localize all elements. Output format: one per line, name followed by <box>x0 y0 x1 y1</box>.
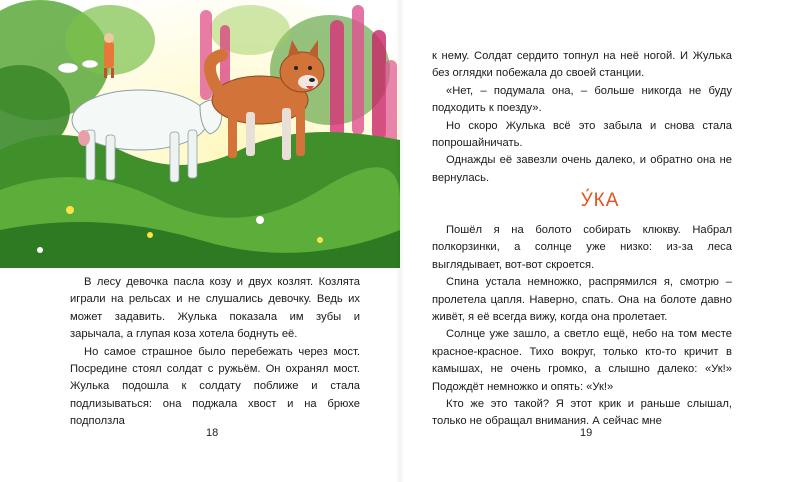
paragraph: В лесу девочка пасла козу и двух козлят. Козлята играли на рельсах и не слушались девочку. Ведь их может задавить. Жулька показала им зубы и зарычала, а глупая коза хотела боднуть её. <box>70 276 360 341</box>
left-page-text <box>70 274 360 431</box>
paragraph: Но скоро Жулька всё это забыла и снова стала попрошайничать. <box>432 119 732 150</box>
paragraph: Спина устала немножко, распрямился я, смотрю – пролетела цапля. Наверно, спать. Она на болоте давно живёт, я её всегда вижу, когда она пролетает. <box>432 276 732 324</box>
paragraph: Но самое страшное было перебежать через мост. Посредине стоял солдат с ружьём. Он охранял мост. Жулька подошла к солдату поближе и стала подлизываться: она поджала хвост и на брюхе подползла <box>70 345 360 428</box>
illustration-goat-and-dog <box>0 0 400 268</box>
right-page-text-top <box>432 48 732 187</box>
page-number-left: 18 <box>206 427 219 439</box>
page-number-right: 19 <box>580 427 593 439</box>
right-page-text-bottom <box>432 222 732 431</box>
paragraph: Пошёл я на болото собирать клюкву. Набрал полкорзинки, а солнце уже низко: из-за леса выглядывает, вот-вот скроется. <box>432 224 732 271</box>
paragraph: Солнце уже зашло, а светло ещё, небо на том месте красное-красное. Тихо вокруг, только кто-то кричит в камышах, не очень громко, а слышно далеко: «Ук!» Подождёт немножко и опять: «Ук!» <box>432 328 732 393</box>
paragraph: Кто же это такой? Я этот крик и раньше слышал, только не обращал внимания. А сейчас мне <box>432 398 732 428</box>
paragraph: Однажды её завезли очень далеко, и обратно она не вернулась. <box>432 154 732 184</box>
chapter-title: У́КА <box>580 190 620 211</box>
paragraph: «Нет, – подумала она, – больше никогда не буду подходить к поезду». <box>432 84 732 115</box>
paragraph: к нему. Солдат сердито топнул на неё ногой. И Жулька без оглядки побежала до своей станции. <box>432 50 732 80</box>
